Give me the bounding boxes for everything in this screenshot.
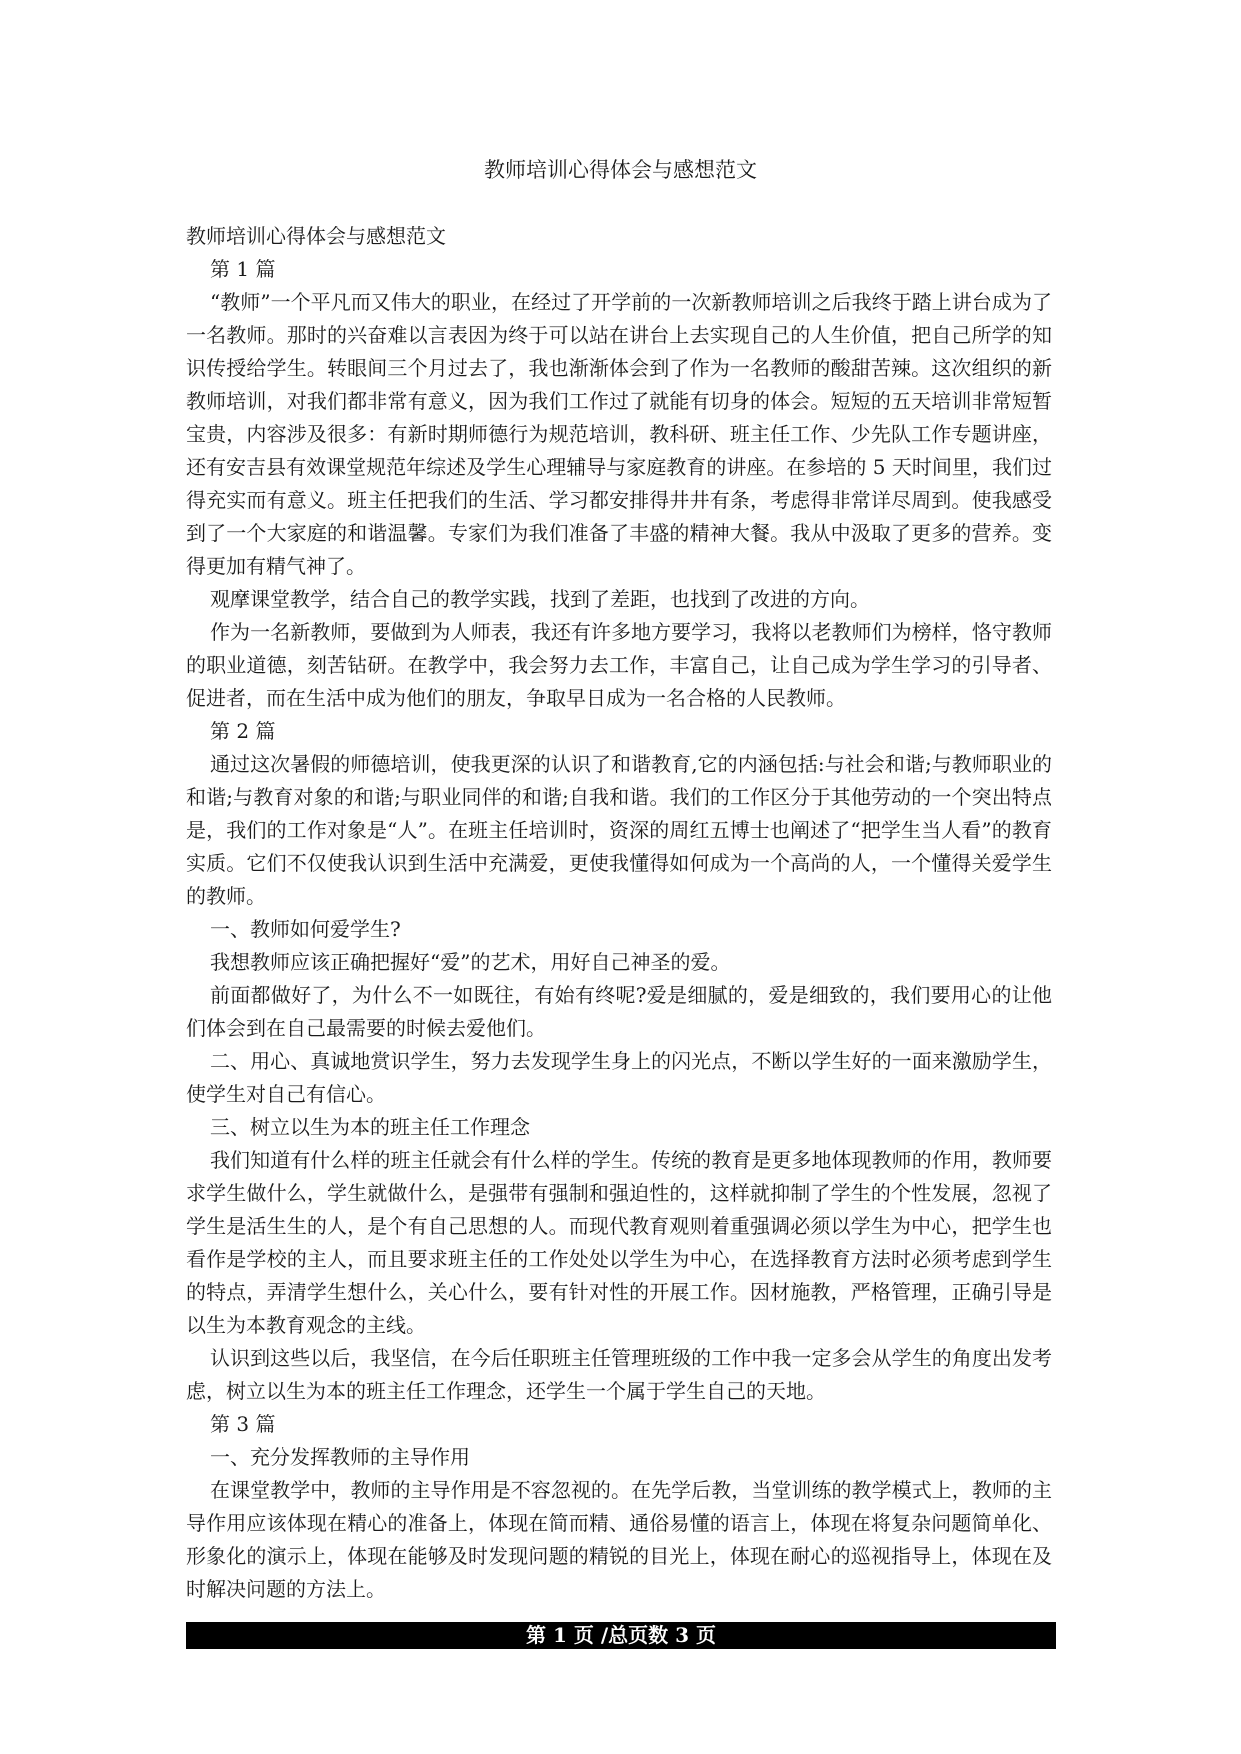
subheading: 一、教师如何爱学生? xyxy=(210,917,401,941)
page-number-label: 第 1 页 /总页数 3 页 xyxy=(526,1623,716,1647)
section-heading-3: 第 3 篇 xyxy=(210,1412,276,1436)
paragraph: 我想教师应该正确把握好“爱”的艺术，用好自己神圣的爱。 xyxy=(210,950,731,974)
paragraph: “教师”一个平凡而又伟大的职业，在经过了开学前的一次新教师培训之后我终于踏上讲台成为了一名教师。那时的兴奋难以言表因为终于可以站在讲台上去实现自己的人生价值，把自己所学的知识传授给学生。转眼间三个月过去了，我也渐渐体会到了作为一名教师的酸甜苦辣。这次组织的新教师培训，对我们都非常有意义，因为我们工作过了就能有切身的体会。短短的五天培训非常短暂宝贵，内容涉及很多：有新时期师德行为规范培训，教科研、班主任工作、少先队工作专题讲座，还有安吉县有效课堂规范年综述及学生心理辅导与家庭教育的讲座。在参培的 5 天时间里，我们过得充实而有意义。班主任把我们的生活、学习都安排得井井有条，考虑得非常详尽周到。使我感受到了一个大家庭的和谐温馨。专家们为我们准备了丰盛的精神大餐。我从中汲取了更多的营养。变得更加有精气神了。 xyxy=(186,290,1052,578)
document-body xyxy=(186,220,1052,1606)
paragraph: 在课堂教学中，教师的主导作用是不容忽视的。在先学后教，当堂训练的教学模式上，教师的主导作用应该体现在精心的准备上，体现在简而精、通俗易懂的语言上，体现在将复杂问题简单化、形象化的演示上，体现在能够及时发现问题的精锐的目光上，体现在耐心的巡视指导上，体现在及时解决问题的方法上。 xyxy=(186,1478,1052,1601)
paragraph: 通过这次暑假的师德培训，使我更深的认识了和谐教育,它的内涵包括:与社会和谐;与教师职业的和谐;与教育对象的和谐;与职业同伴的和谐;自我和谐。我们的工作区分于其他劳动的一个突出特点是，我们的工作对象是“人”。在班主任培训时，资深的周红五博士也阐述了“把学生当人看”的教育实质。它们不仅使我认识到生活中充满爱，更使我懂得如何成为一个高尚的人，一个懂得关爱学生的教师。 xyxy=(186,752,1052,908)
document-title: 教师培训心得体会与感想范文 xyxy=(484,158,757,182)
paragraph: 前面都做好了，为什么不一如既往，有始有终呢?爱是细腻的，爱是细致的，我们要用心的让他们体会到在自己最需要的时候去爱他们。 xyxy=(186,983,1052,1040)
paragraph: 我们知道有什么样的班主任就会有什么样的学生。传统的教育是更多地体现教师的作用，教师要求学生做什么，学生就做什么，是强带有强制和强迫性的，这样就抑制了学生的个性发展，忽视了学生是活生生的人，是个有自己思想的人。而现代教育观则着重强调必须以学生为中心，把学生也看作是学校的主人，而且要求班主任的工作处处以学生为中心，在选择教育方法时必须考虑到学生的特点，弄清学生想什么，关心什么，要有针对性的开展工作。因材施教，严格管理，正确引导是以生为本教育观念的主线。 xyxy=(186,1148,1052,1337)
body-title: 教师培训心得体会与感想范文 xyxy=(186,224,446,248)
section-heading-1: 第 1 篇 xyxy=(210,257,276,281)
subheading: 一、充分发挥教师的主导作用 xyxy=(210,1445,470,1469)
subheading: 三、树立以生为本的班主任工作理念 xyxy=(210,1115,530,1139)
paragraph: 二、用心、真诚地赏识学生，努力去发现学生身上的闪光点，不断以学生好的一面来激励学生，使学生对自己有信心。 xyxy=(186,1049,1052,1106)
paragraph: 观摩课堂教学，结合自己的教学实践，找到了差距，也找到了改进的方向。 xyxy=(210,587,870,611)
paragraph: 作为一名新教师，要做到为人师表，我还有许多地方要学习，我将以老教师们为榜样，恪守教师的职业道德，刻苦钻研。在教学中，我会努力去工作，丰富自己，让自己成为学生学习的引导者、促进者，而在生活中成为他们的朋友，争取早日成为一名合格的人民教师。 xyxy=(186,620,1052,710)
section-heading-2: 第 2 篇 xyxy=(210,719,276,743)
page-footer xyxy=(186,1622,1056,1649)
paragraph: 认识到这些以后，我坚信，在今后任职班主任管理班级的工作中我一定多会从学生的角度出发考虑，树立以生为本的班主任工作理念，还学生一个属于学生自己的天地。 xyxy=(186,1346,1052,1403)
